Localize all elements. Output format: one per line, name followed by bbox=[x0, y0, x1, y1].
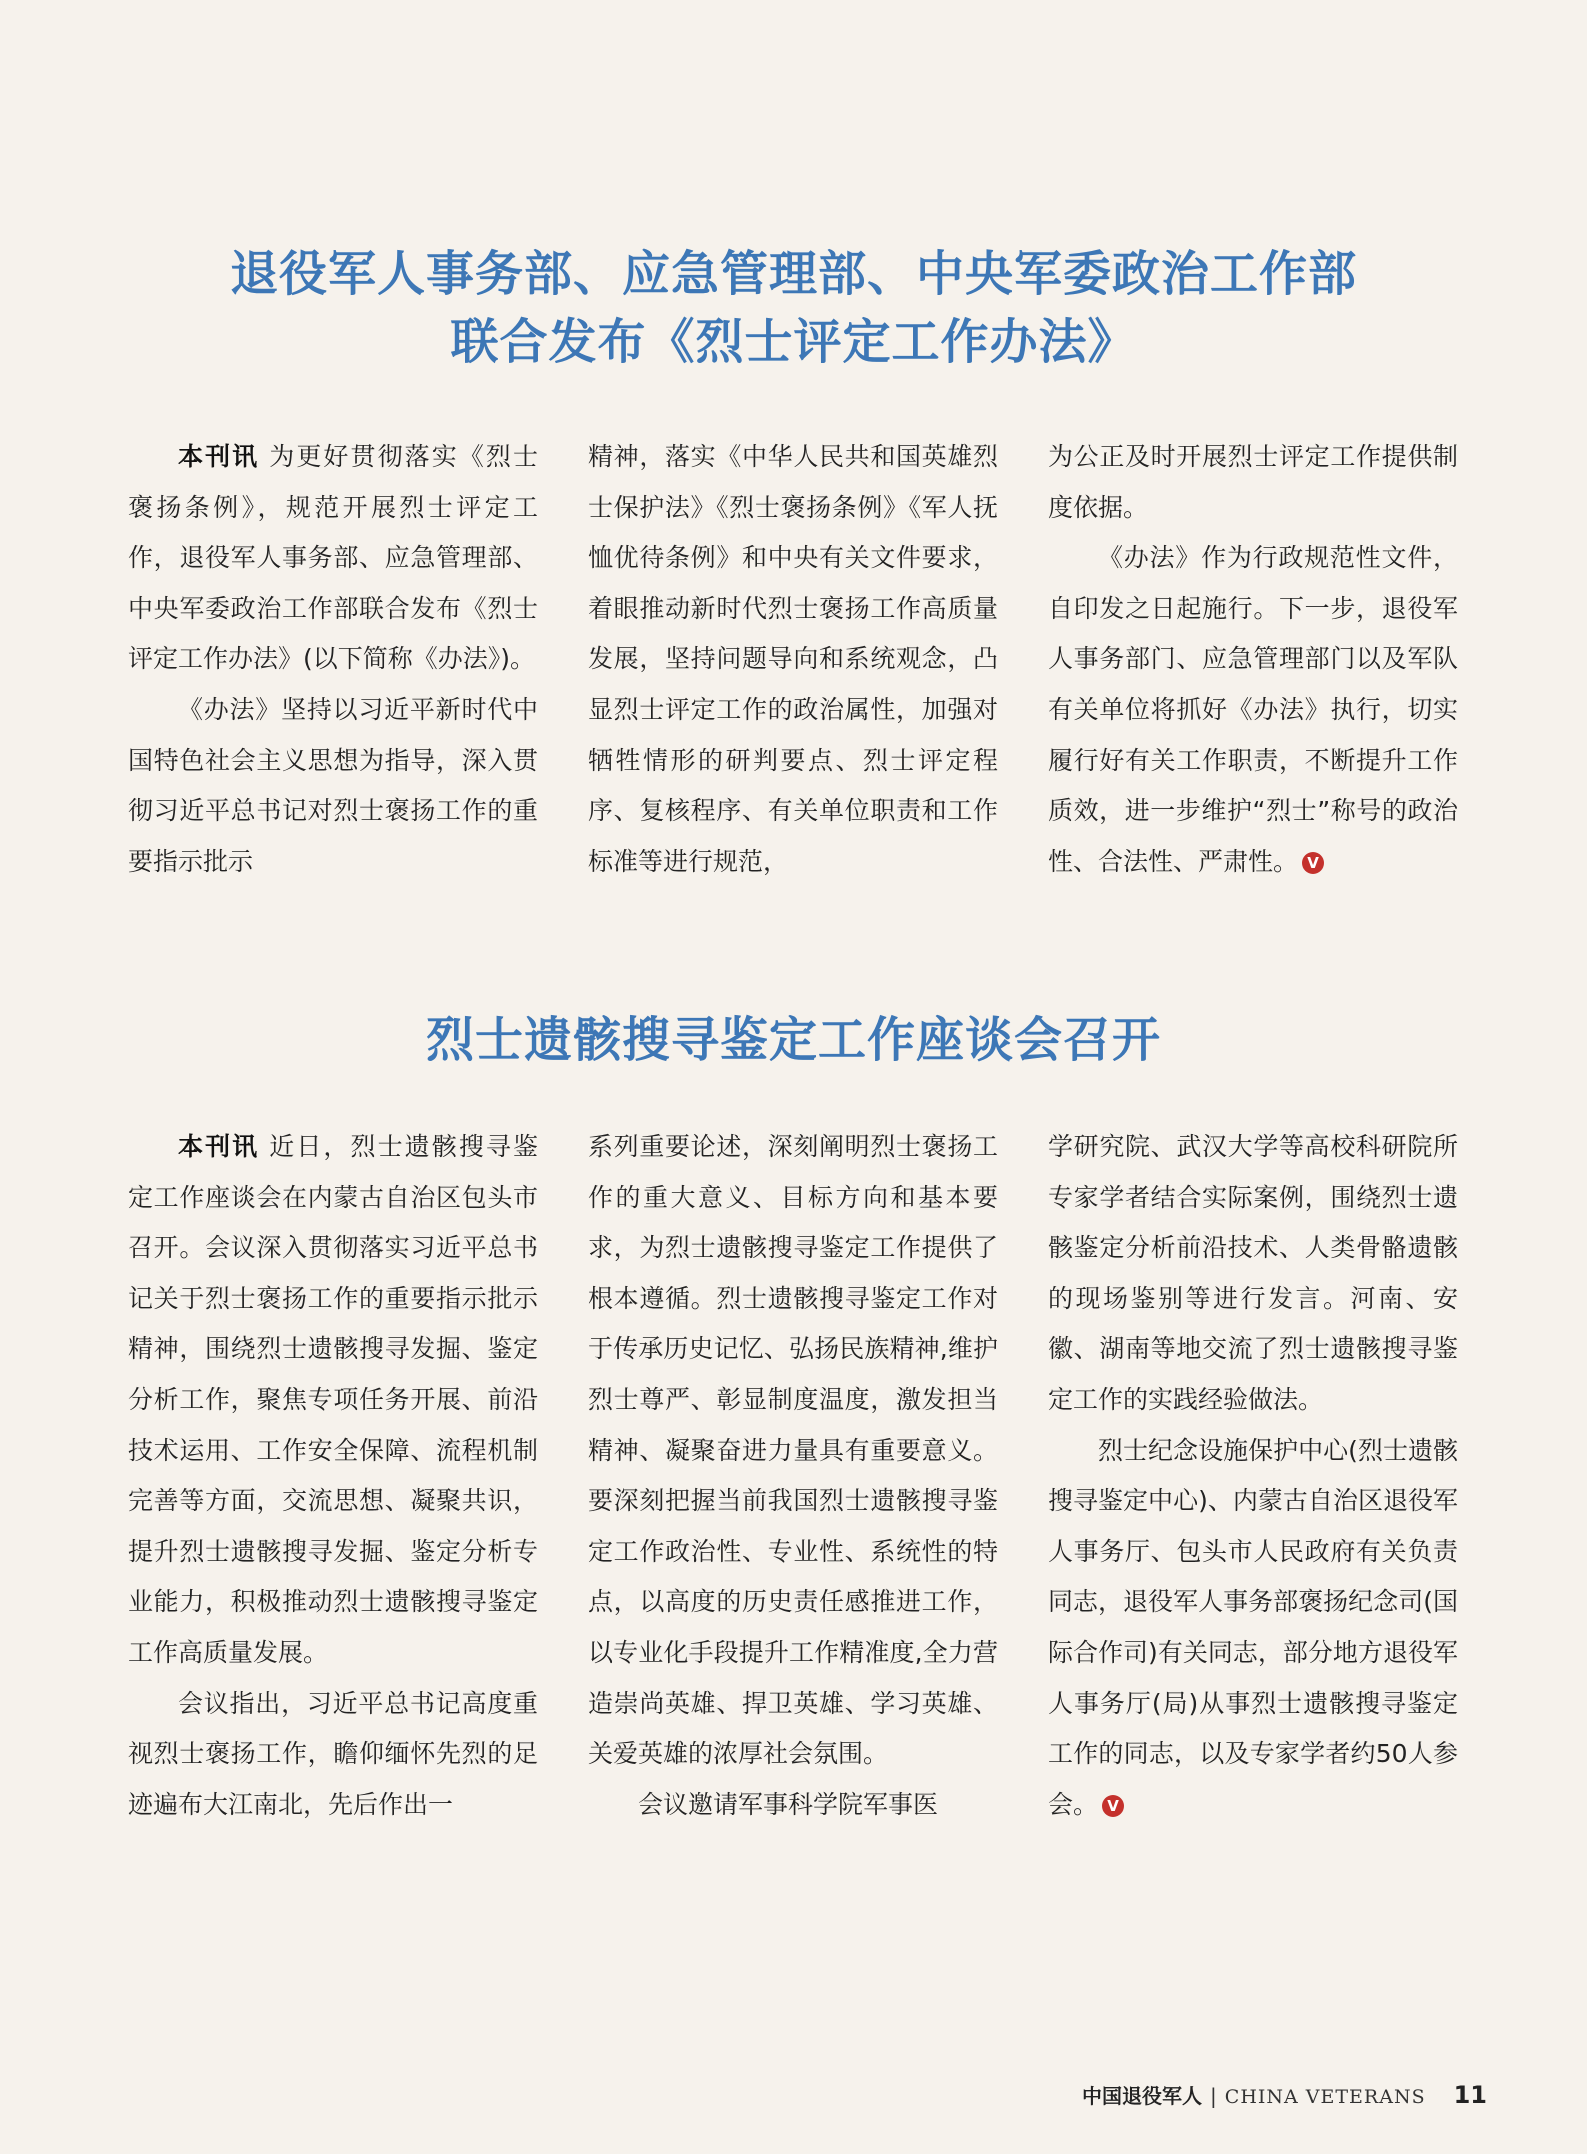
magazine-name-cn: 中国退役军人 bbox=[1082, 2084, 1203, 2108]
article2-paragraph: 学研究院、武汉大学等高校科研院所专家学者结合实际案例，围绕烈士遗骸鉴定分析前沿技术、人类骨骼遗骸的现场鉴别等进行发言。河南、安徽、湖南等地交流了烈士遗骸搜寻鉴定工作的实践经验做法。 bbox=[1048, 1132, 1458, 1414]
article1-column-1 bbox=[128, 432, 538, 887]
article2-title: 烈士遗骸搜寻鉴定工作座谈会召开 bbox=[425, 1012, 1161, 1068]
page-footer bbox=[1082, 2080, 1487, 2109]
article2-paragraph: 会议指出，习近平总书记高度重视烈士褒扬工作，瞻仰缅怀先烈的足迹遍布大江南北，先后作出一 bbox=[128, 1688, 538, 1819]
article1-body bbox=[128, 432, 1458, 887]
end-mark-icon: V bbox=[1102, 1795, 1124, 1817]
article1-paragraph-text: 为更好贯彻落实《烈士褒扬条例》，规范开展烈士评定工作，退役军人事务部、应急管理部、中央军委政治工作部联合发布《烈士评定工作办法》(以下简称《办法》)。 bbox=[128, 442, 538, 674]
article1-paragraph: 为公正及时开展烈士评定工作提供制度依据。 bbox=[1048, 442, 1458, 522]
article1-paragraph bbox=[128, 432, 538, 685]
article2-column-2 bbox=[588, 1122, 998, 1830]
article1-column-3 bbox=[1048, 432, 1458, 887]
article1-column-2 bbox=[588, 432, 998, 887]
article2-paragraph bbox=[128, 1122, 538, 1679]
article1-title bbox=[0, 240, 1587, 376]
article2-paragraph-text: 烈士纪念设施保护中心(烈士遗骸搜寻鉴定中心)、内蒙古自治区退役军人事务厅、包头市人民政府有关负责同志，退役军人事务部褒扬纪念司(国际合作司)有关同志，部分地方退役军人事务厅(局)从事烈士遗骸搜寻鉴定工作的同志，以及专家学者约50人参会。 bbox=[1048, 1435, 1458, 1819]
article1-lead-tag: 本刊讯 bbox=[178, 442, 260, 471]
article2-lead-tag: 本刊讯 bbox=[178, 1132, 260, 1161]
article2-paragraph-text: 近日，烈士遗骸搜寻鉴定工作座谈会在内蒙古自治区包头市召开。会议深入贯彻落实习近平总书记关于烈士褒扬工作的重要指示批示精神，围绕烈士遗骸搜寻发掘、鉴定分析工作，聚焦专项任务开展、前沿技术运用、工作安全保障、流程机制完善等方面，交流思想、凝聚共识，提升烈士遗骸搜寻发掘、鉴定分析专业能力，积极推动烈士遗骸搜寻鉴定工作高质量发展。 bbox=[128, 1132, 538, 1667]
article2-column-1 bbox=[128, 1122, 538, 1830]
article2-body bbox=[128, 1122, 1458, 1830]
article2-paragraph: 会议邀请军事科学院军事医 bbox=[638, 1789, 939, 1819]
article1-paragraph-text: 《办法》作为行政规范性文件，自印发之日起施行。下一步，退役军人事务部门、应急管理部门以及军队有关单位将抓好《办法》执行，切实履行好有关工作职责，不断提升工作质效，进一步维护“烈士”称号的政治性、合法性、严肃性。 bbox=[1048, 543, 1458, 876]
magazine-name-en: CHINA VETERANS bbox=[1224, 2086, 1426, 2108]
article1-paragraph bbox=[1048, 533, 1458, 887]
article1-paragraph: 《办法》坚持以习近平新时代中国特色社会主义思想为指导，深入贯彻习近平总书记对烈士褒扬工作的重要指示批示 bbox=[128, 694, 538, 876]
article2-paragraph: 系列重要论述，深刻阐明烈士褒扬工作的重大意义、目标方向和基本要求，为烈士遗骸搜寻鉴定工作提供了根本遵循。烈士遗骸搜寻鉴定工作对于传承历史记忆、弘扬民族精神,维护烈士尊严、彰显制度温度，激发担当精神、凝聚奋进力量具有重要意义。要深刻把握当前我国烈士遗骸搜寻鉴定工作政治性、专业性、系统性的特点，以高度的历史责任感推进工作，以专业化手段提升工作精准度,全力营造崇尚英雄、捍卫英雄、学习英雄、关爱英雄的浓厚社会氛围。 bbox=[588, 1132, 998, 1769]
article2-paragraph bbox=[1048, 1426, 1458, 1831]
footer-separator: | bbox=[1210, 2084, 1217, 2108]
article2-column-3 bbox=[1048, 1122, 1458, 1830]
end-mark-icon: V bbox=[1302, 852, 1324, 874]
article1-title-line2: 联合发布《烈士评定工作办法》 bbox=[450, 314, 1137, 370]
page-number: 11 bbox=[1453, 2081, 1487, 2109]
article1-title-line1: 退役军人事务部、应急管理部、中央军委政治工作部 bbox=[229, 246, 1357, 302]
article1-paragraph: 精神，落实《中华人民共和国英雄烈士保护法》《烈士褒扬条例》《军人抚恤优待条例》和中央有关文件要求，着眼推动新时代烈士褒扬工作高质量发展，坚持问题导向和系统观念，凸显烈士评定工作的政治属性，加强对牺牲情形的研判要点、烈士评定程序、复核程序、有关单位职责和工作标准等进行规范， bbox=[588, 442, 998, 876]
